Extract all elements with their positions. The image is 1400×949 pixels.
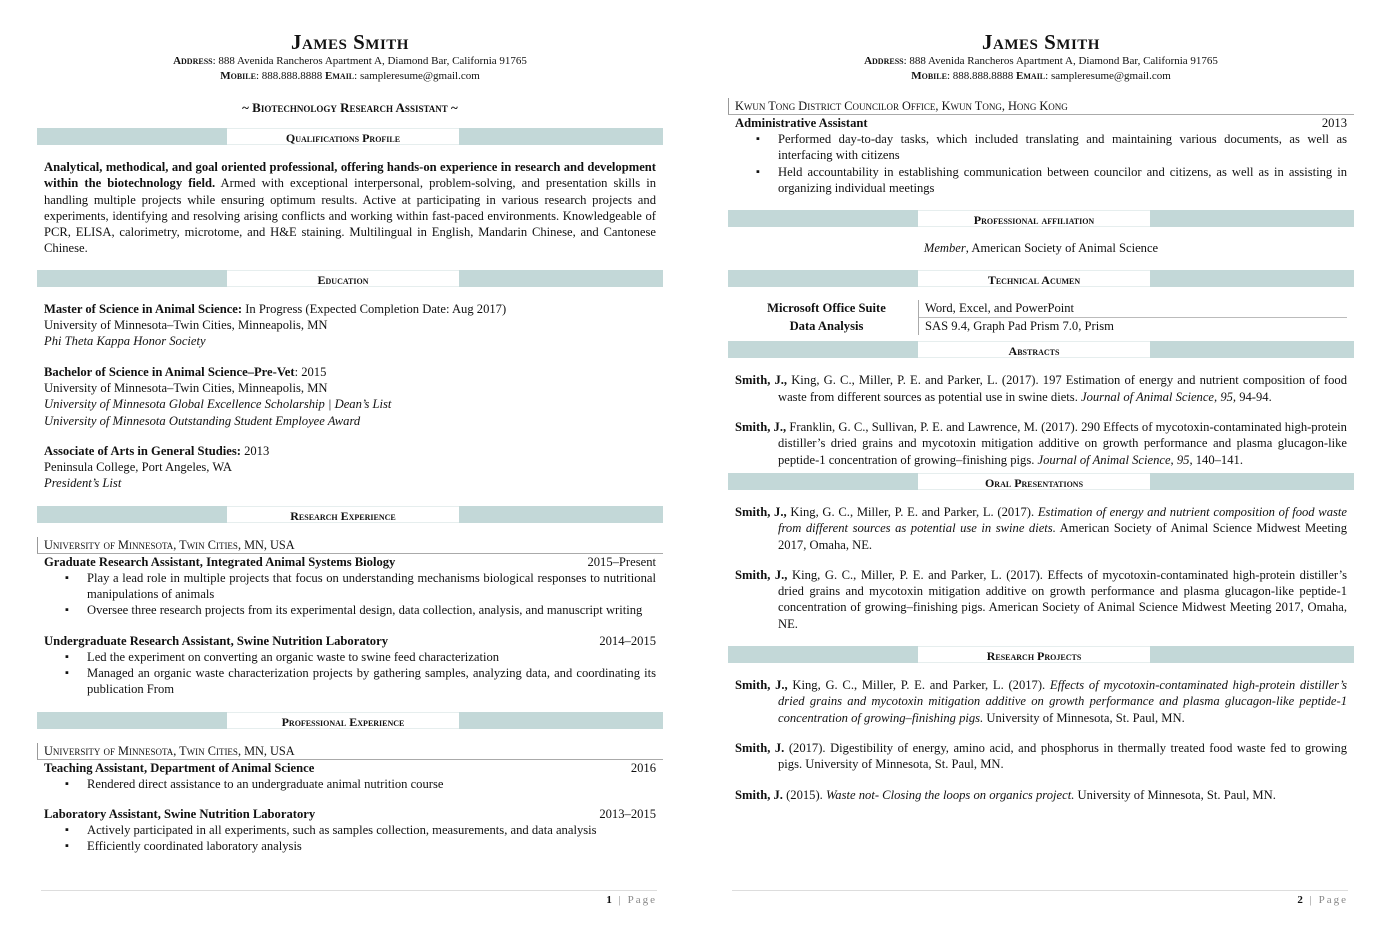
job-title-row: Laboratory Assistant, Swine Nutrition Laboratory 2013–2015 — [44, 806, 656, 821]
hk-employer: Kwun Tong District Councilor Office, Kwun Tong, Hong Kong — [728, 98, 1354, 115]
citation: Smith, J., King, G. C., Miller, P. E. and Parker, L. (2017). Effects of mycotoxin-contaminated high-protein distiller’s dried grains and mycotoxin mitigation additive on growth performance and plasma glucagon-like peptide-1 concentration of growing–finishing pigs. University of Minnesota, St. Paul, MN. — [735, 678, 1348, 725]
job-title-row: Teaching Assistant, Department of Animal Science 2016 — [44, 760, 656, 775]
section-header-qualifications: Qualifications Profile — [37, 128, 663, 145]
list-item: ▪ Held accountability in establishing communication between councilor and citizens, as well as in assisting in organizing individual meetings — [778, 164, 1347, 197]
section-header-projects: Research Projects — [728, 646, 1354, 663]
email-link[interactable]: sampleresume@gmail.com — [359, 70, 480, 82]
affiliation-entry: Member, American Society of Animal Science — [923, 241, 1159, 256]
section-header-research: Research Experience — [37, 506, 663, 523]
section-header-oral: Oral Presentations — [728, 473, 1354, 490]
citation: Smith, J., King, G. C., Miller, P. E. and Parker, L. (2017). 197 Estimation of energy and nutrient composition of food waste from different sources as potential use in swine diets. Journal of Animal Science, 95, 94-94. — [735, 373, 1347, 404]
page-number-footer: 1 | Page — [41, 890, 657, 906]
education-entry: Master of Science in Animal Science: In Progress (Expected Completion Date: Aug 2017) University of Minnesota–Twin Cities, Minneapolis, MN Phi Theta Kappa Honor Society — [44, 301, 507, 349]
research-employer: University of Minnesota, Twin Cities, MN, USA — [37, 537, 663, 554]
education-entry: Bachelor of Science in Animal Science–Pre-Vet: 2015 University of Minnesota–Twin Cities, Minneapolis, MN University of Minnesota Global Excellence Scholarship | Dean’s List University of Minnesota Outstanding Student Employee Award — [44, 364, 392, 428]
list-item: ▪ Managed an organic waste characterization projects by gathering samples, analyzing data, and coordinating its publication From — [87, 665, 656, 698]
citation: Smith, J. (2017). Digestibility of energy, amino acid, and phosphorus in thermally treated food waste fed to growing pigs. University of Minnesota, St. Paul, MN. — [735, 740, 1347, 772]
section-header-technical: Technical Acumen — [728, 270, 1354, 287]
list-item: ▪ Efficiently coordinated laboratory analysis — [87, 838, 656, 854]
job-title-row: Graduate Research Assistant, Integrated Animal Systems Biology 2015–Present — [44, 554, 656, 569]
page-number-footer: 2 | Page — [732, 890, 1348, 906]
contact-address: Address: 888 Avenida Rancheros Apartment A, Diamond Bar, California 91765 — [864, 55, 1218, 67]
skill-row: Data Analysis SAS 9.4, Graph Pad Prism 7.0, Prism — [735, 318, 1347, 335]
objective-title: ~ Biotechnology Research Assistant ~ — [242, 100, 458, 115]
email-link[interactable]: sampleresume@gmail.com — [1050, 70, 1171, 82]
education-entry: Associate of Arts in General Studies: 2013 Peninsula College, Port Angeles, WA President’s List — [44, 443, 270, 491]
list-item: ▪ Actively participated in all experiments, such as samples collection, measurements, and data analysis — [87, 822, 656, 838]
list-item: ▪ Rendered direct assistance to an undergraduate animal nutrition course — [87, 776, 656, 792]
contact-phone-email: Mobile: 888.888.8888 Email: sampleresume@gmail.com — [220, 70, 480, 82]
candidate-name: James Smith — [982, 30, 1100, 54]
list-item: ▪ Performed day-to-day tasks, which included translating and maintaining various documents, as well as interfacing with citizens — [778, 131, 1347, 164]
citation: Smith, J., King, G. C., Miller, P. E. and Parker, L. (2017). Effects of mycotoxin-contaminated high-protein distiller’s dried grains and mycotoxin mitigation additive on growth performance and plasma glucagon-like peptide-1 concentration of growing–finishing pigs. American Society of Animal Science Midwest Meeting 2017, Omaha, NE. — [735, 567, 1347, 631]
job-bullets — [37, 649, 663, 698]
skill-row: Microsoft Office Suite Word, Excel, and PowerPoint — [735, 300, 1347, 318]
list-item: ▪ Play a lead role in multiple projects that focus on understanding mechanisms biological responses to nutritional manipulations of animals — [87, 570, 656, 603]
job-bullets — [37, 822, 663, 855]
profile-summary: Analytical, methodical, and goal oriented professional, offering hands-on experience in research and development within the biotechnology field. Armed with exceptional interpersonal, problem-solving, and presentation skills in handling multiple projects while ensuring optimum results. Active at participating in various research projects and experiments, identifying and resolving arising conflicts and working within fast-paced environments. Knowledgeable of PCR, ELISA, calorimetry, microtome, and H&E staining. Multilingual in English, Mandarin Chinese, and Cantonese Chinese. — [44, 160, 656, 256]
section-header-abstracts: Abstracts — [728, 341, 1354, 358]
citation: Smith, J., King, G. C., Miller, P. E. and Parker, L. (2017). Estimation of energy and nutrient composition of food waste from different sources as potential use in swine diets. American Society of Animal Science Midwest Meeting 2017, Omaha, NE. — [735, 504, 1347, 552]
professional-employer: University of Minnesota, Twin Cities, MN, USA — [37, 743, 663, 760]
job-bullets — [37, 776, 663, 792]
citation: Smith, J., Franklin, G. C., Sullivan, P. E. and Lawrence, M. (2017). 290 Effects of mycotoxin-contaminated high-protein distiller’s dried grains and mycotoxin mitigation additive on growth performance and plasma glucagon-like peptide-1 concentration of growing–finishing pigs. Journal of Animal Science, 95, 140–141. — [735, 420, 1347, 467]
citation: Smith, J. (2015). Waste not- Closing the loops on organics project. University of Minnesota, St. Paul, MN. — [735, 787, 1276, 802]
section-header-professional: Professional Experience — [37, 712, 663, 729]
contact-phone-email: Mobile: 888.888.8888 Email: sampleresume@gmail.com — [911, 70, 1171, 82]
section-header-affiliation: Professional affiliation — [728, 210, 1354, 227]
contact-address: Address: 888 Avenida Rancheros Apartment A, Diamond Bar, California 91765 — [173, 55, 527, 67]
job-title-row: Administrative Assistant 2013 — [735, 116, 1347, 130]
list-item: ▪ Oversee three research projects from its experimental design, data collection, analysis, and manuscript writing — [87, 602, 656, 618]
section-header-education: Education — [37, 270, 663, 287]
list-item: ▪ Led the experiment on converting an organic waste to swine feed characterization — [87, 649, 656, 665]
resume-page-1 — [37, 0, 663, 949]
job-title-row: Undergraduate Research Assistant, Swine Nutrition Laboratory 2014–2015 — [44, 633, 656, 648]
job-bullets — [728, 131, 1354, 196]
candidate-name: James Smith — [291, 30, 409, 54]
resume-page-2 — [728, 0, 1354, 949]
job-bullets — [37, 570, 663, 619]
